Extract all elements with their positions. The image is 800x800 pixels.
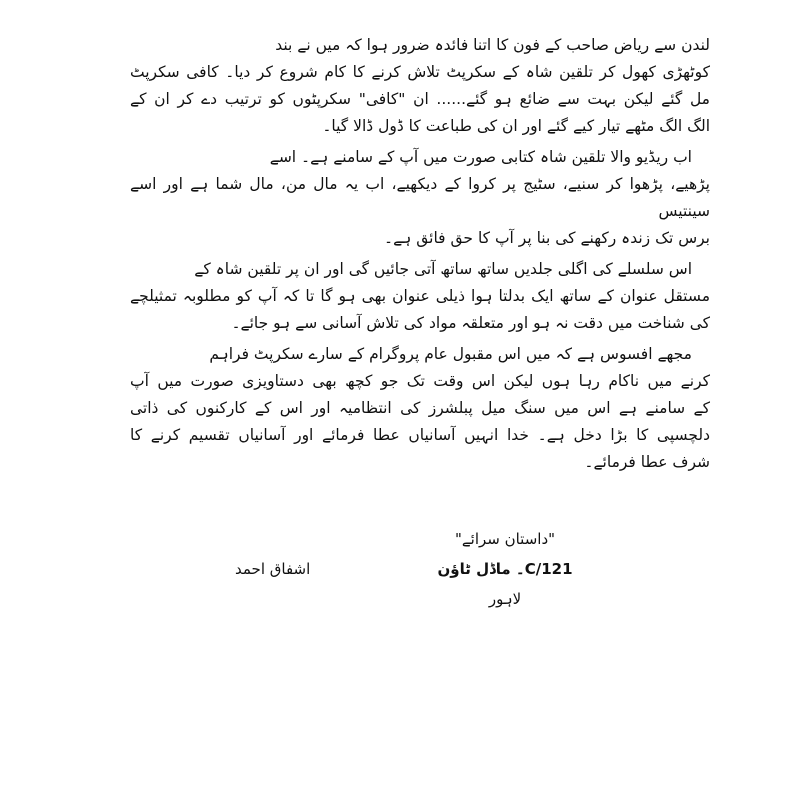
signature-author: اشفاق احمد — [235, 560, 311, 578]
paragraph-4 — [130, 341, 710, 476]
paragraph-1-line-1: لندن سے ریاض صاحب کے فون کا اتنا فائدہ ضرور ہوا کہ میں نے بند — [275, 36, 710, 54]
paragraph-2-line-3: برس تک زندہ رکھنے کی بنا پر آپ کا حق فائق ہے۔ — [384, 229, 710, 247]
signature-block — [0, 524, 800, 634]
paragraph-2-line-1: اب ریڈیو والا تلقین شاہ کتابی صورت میں آپ کے سامنے ہے۔ اسے — [269, 148, 692, 166]
body-text — [130, 32, 710, 476]
signature-address: 121/C۔ ماڈل ٹاؤن — [437, 560, 573, 578]
paragraph-1 — [130, 32, 710, 140]
paragraph-1-line-3: مل گئے لیکن بہت سے ضائع ہو گئے...... ان "کافی" سکرپٹوں کو ترتیب دے کر ان کے — [130, 90, 710, 108]
paragraph-4-line-1: مجھے افسوس ہے کہ میں اس مقبول عام پروگرام کے سارے سکرپٹ فراہم — [209, 345, 692, 363]
signature-city: لاہور — [488, 590, 522, 608]
paragraph-4-line-3: کے سامنے ہے اس میں سنگ میل پبلشرز کی انتظامیہ اور اس کے کارکنوں کی ذاتی — [130, 399, 710, 417]
paragraph-4-line-2: کرنے میں ناکام رہا ہوں لیکن اس وقت تک جو کچھ بھی دستاویزی صورت میں آپ — [130, 372, 710, 390]
paragraph-3-line-3: کی شناخت میں دقت نہ ہو اور متعلقہ مواد کی تلاش آسانی سے ہو جائے۔ — [231, 314, 710, 332]
paragraph-3 — [130, 256, 710, 337]
paragraph-3-line-1: اس سلسلے کی اگلی جلدیں ساتھ ساتھ آتی جائیں گی اور ان پر تلقین شاہ کے — [194, 260, 692, 278]
paragraph-2 — [130, 144, 710, 252]
paragraph-2-line-2: پڑھیے، پڑھوا کر سنیے، سٹیج پر کروا کے دیکھیے، اب یہ مال من، مال شما ہے اور اسے سینتیس — [130, 175, 710, 220]
paragraph-1-line-2: کوٹھڑی کھول کر تلقین شاہ کے سکرپٹ تلاش کرنے کا کام شروع کر دیا۔ کافی سکرپٹ — [130, 63, 710, 81]
signature-place: "داستان سرائے" — [454, 530, 556, 548]
paragraph-1-line-4: الگ الگ مٹھے تیار کیے گئے اور ان کی طباعت کا ڈول ڈالا گیا۔ — [322, 117, 710, 135]
paragraph-3-line-2: مستقل عنوان کے ساتھ ایک بدلتا ہوا ذیلی عنوان بھی ہو گا تا کہ آپ کو مطلوبہ تمثیلچے — [130, 287, 710, 305]
paragraph-4-line-5: شرف عطا فرمائے۔ — [584, 453, 710, 471]
paragraph-4-line-4: دلچسپی کا بڑا دخل ہے۔ خدا انہیں آسانیاں عطا فرمائے اور آسانیاں تقسیم کرنے کا — [130, 426, 710, 444]
signature-address-block — [420, 524, 590, 614]
